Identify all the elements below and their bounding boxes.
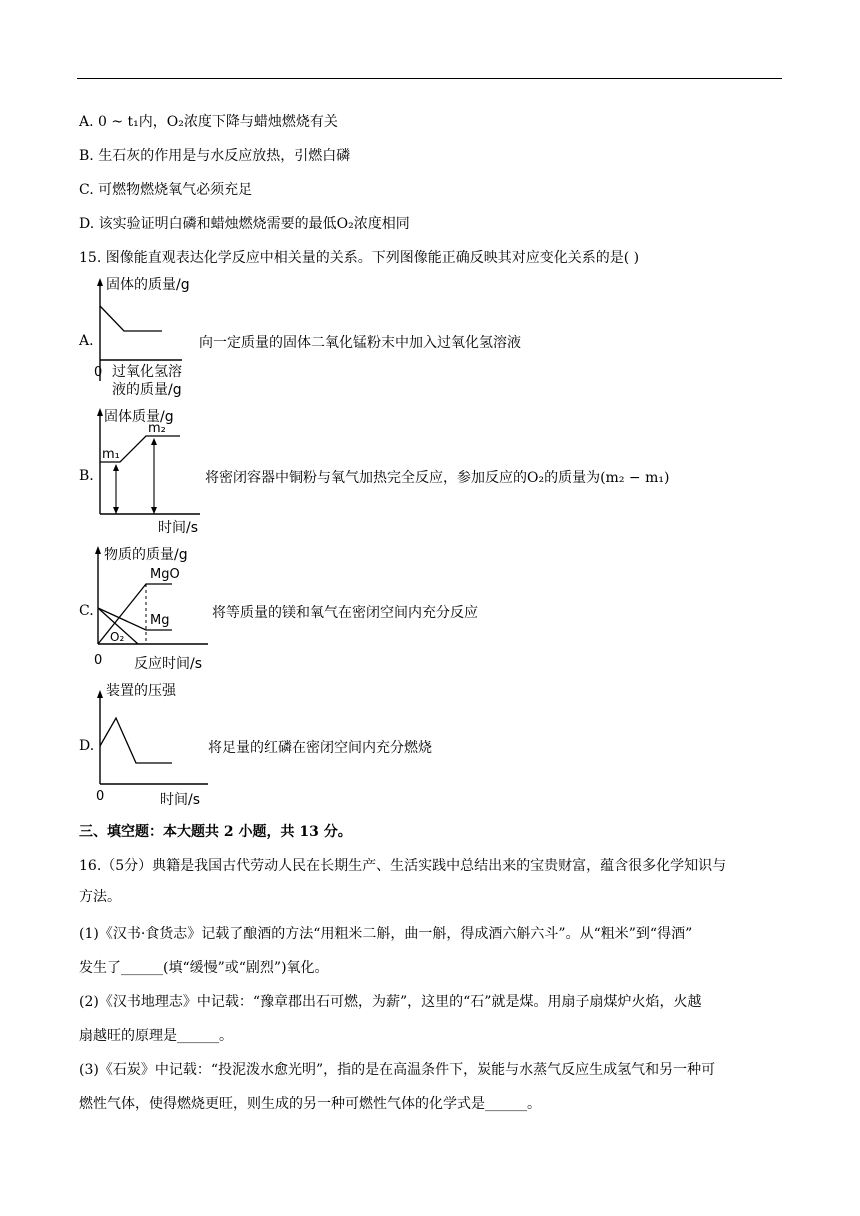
q16-part2-line1: (2)《汉书地理志》中记载：“豫章郡出石可燃，为薪”，这里的“石”就是煤。用扇子扇煤炉火焰，火越 [79, 994, 702, 1010]
curve-d [100, 718, 172, 763]
q16-part3-line2: 燃性气体，使得燃烧更旺，则生成的另一种可燃性气体的化学式是______。 [79, 1096, 541, 1112]
question-15-stem: 15. 图像能直观表达化学反应中相关量的关系。下列图像能正确反映其对应变化关系的是( ) [79, 250, 640, 266]
q15-option-d-label: D. [79, 738, 95, 754]
section-3-heading: 三、填空题：本大题共 2 小题，共 13 分。 [79, 824, 352, 840]
xlabel-a-line2: 液的质量/g [112, 382, 182, 398]
q15-option-a-desc: 向一定质量的固体二氧化锰粉末中加入过氧化氢溶液 [199, 335, 521, 351]
ylabel-b: 固体质量/g [104, 409, 174, 425]
y-arrow [97, 408, 103, 416]
q15-option-a-label: A. [79, 333, 94, 349]
q15-option-b-label: B. [79, 468, 94, 484]
o2-label: O₂ [110, 630, 125, 644]
xlabel-b: 时间/s [158, 520, 199, 536]
ylabel-c: 物质的质量/g [104, 547, 188, 563]
m1-arrow-head-down [113, 507, 119, 514]
q15-option-c-label: C. [79, 603, 94, 619]
q15-figure-a [90, 276, 200, 404]
option-a-prev: A. 0 ~ t₁内，O₂浓度下降与蜡烛燃烧有关 [79, 114, 338, 130]
q15-figure-b [90, 406, 210, 540]
m1-label: m₁ [102, 447, 120, 462]
option-d-prev: D. 该实验证明白磷和蜡烛燃烧需要的最低O₂浓度相同 [79, 216, 410, 232]
q16-stem-line2: 方法。 [79, 889, 121, 905]
header-rule [77, 78, 782, 79]
option-c-prev: C. 可燃物燃烧氧气必须充足 [79, 182, 253, 198]
q15-figure-d [90, 678, 215, 812]
m2-arrow-head-up [151, 438, 157, 445]
q15-option-d-desc: 将足量的红磷在密闭空间内充分燃烧 [208, 740, 432, 756]
origin-a: 0 [94, 365, 103, 380]
q16-part1-line2: 发生了______(填“缓慢”或“剧烈”)氧化。 [79, 960, 329, 976]
origin-c: 0 [94, 653, 103, 668]
q15-option-c-desc: 将等质量的镁和氧气在密闭空间内充分反应 [212, 605, 478, 621]
mg-label: Mg [150, 613, 170, 628]
mgo-label: MgO [150, 567, 180, 582]
m2-arrow-head-down [151, 507, 157, 514]
q15-option-b-desc: 将密闭容器中铜粉与氧气加热完全反应，参加反应的O₂的质量为(m₂ − m₁) [205, 470, 670, 486]
xlabel-a-line1: 过氧化氢溶 [112, 364, 182, 380]
q16-stem-line1: 16.（5分）典籍是我国古代劳动人民在长期生产、生活实践中总结出来的宝贵财富，蕴含很多化学知识与 [79, 858, 727, 874]
y-arrow [97, 278, 103, 286]
q16-part1-line1: (1)《汉书·食货志》记载了酿酒的方法“用粗米二斛，曲一斛，得成酒六斛六斗”。从“粗米”到“得酒” [79, 926, 693, 942]
q16-part3-line1: (3)《石炭》中记载：“投泥泼水愈光明”，指的是在高温条件下，炭能与水蒸气反应生成氢气和另一种可 [79, 1062, 716, 1078]
xlabel-d: 时间/s [160, 792, 201, 808]
curve-a [100, 306, 162, 331]
option-b-prev: B. 生石灰的作用是与水反应放热，引燃白磷 [79, 148, 351, 164]
q15-figure-c [90, 544, 215, 676]
xlabel-c: 反应时间/s [134, 656, 203, 672]
m2-label: m₂ [148, 421, 166, 436]
y-arrow [95, 546, 101, 554]
ylabel-d: 装置的压强 [106, 683, 176, 699]
y-arrow [97, 690, 103, 698]
q16-part2-line2: 扇越旺的原理是______。 [79, 1028, 233, 1044]
origin-d: 0 [96, 789, 105, 804]
ylabel-a: 固体的质量/g [106, 277, 190, 293]
m1-arrow-head-up [113, 464, 119, 471]
